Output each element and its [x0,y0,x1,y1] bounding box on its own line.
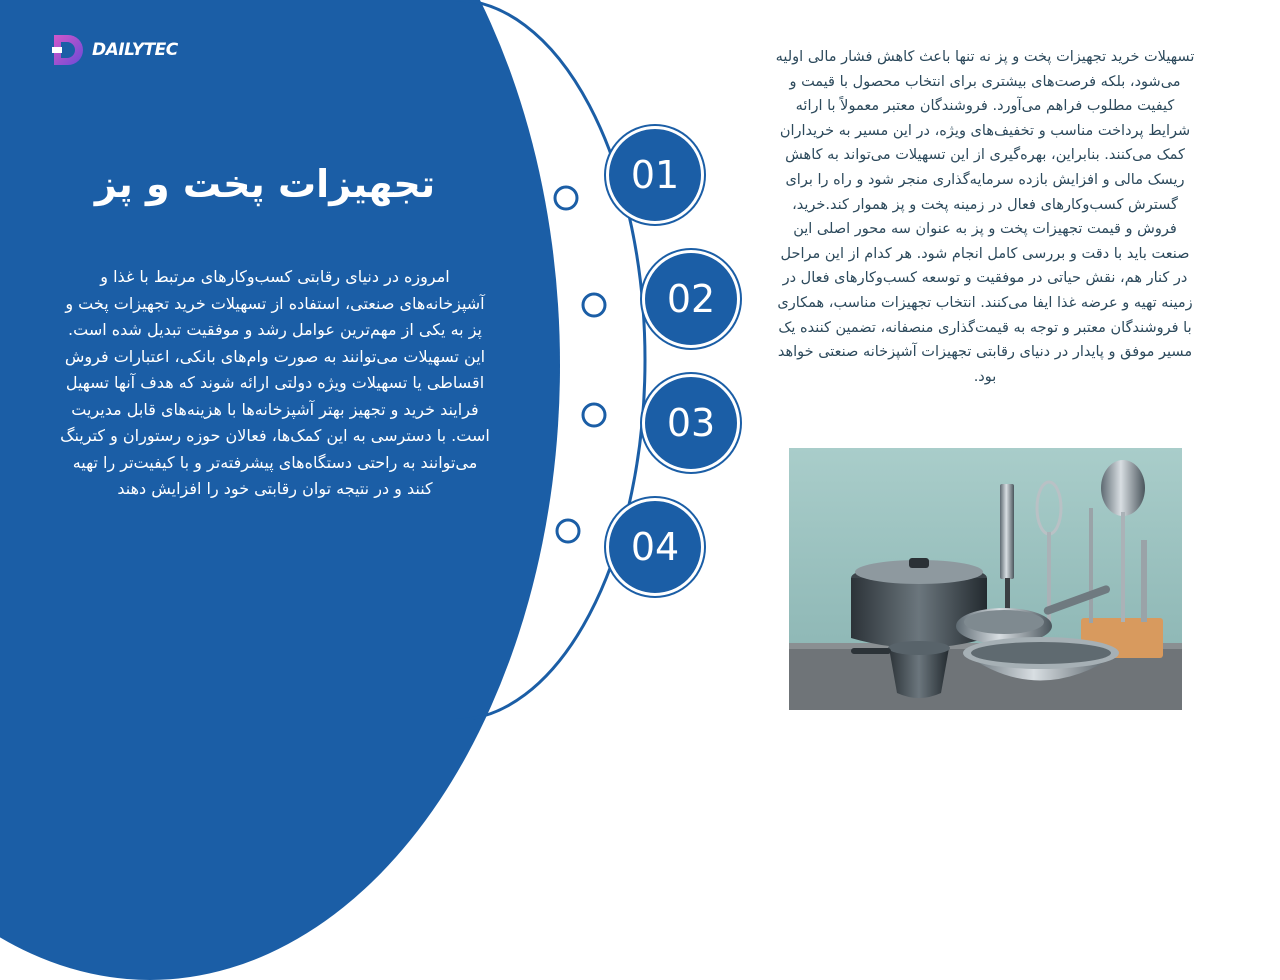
step-number: 01 [630,153,680,197]
step-number: 03 [666,401,716,445]
step-badge-02 [642,250,740,348]
step-number: 04 [630,525,680,569]
step-badge-01 [606,126,704,224]
timeline-dot-1 [555,187,577,209]
logo-text: DAILYTEC [92,40,178,60]
step-number: 02 [666,277,716,321]
step-badge-03 [642,374,740,472]
step-badge-04 [606,498,704,596]
timeline-dot-4 [557,520,579,542]
brand-logo[interactable] [50,31,178,69]
cookware-photo [789,448,1182,710]
intro-paragraph: امروزه در دنیای رقابتی کسب‌وکارهای مرتبط با غذا و آشپزخانه‌های صنعتی، استفاده از تسهیلات خرید تجهیزات پخت و پز به یکی از مهم‌ترین عوامل رشد و موفقیت تبدیل شده است. این تسهیلات می‌توانند به صورت وام‌های بانکی، اعتبارات فروش اقساطی یا تسهیلات ویژه دولتی ارائه شوند که هدف آنها تسهیل فرایند خرید و تجهیز بهتر آشپزخانه‌ها با هزینه‌های قابل مدیریت است. با دسترسی به این کمک‌ها، فعالان حوزه رستوران و کترینگ می‌توانند به راحتی دستگاه‌های پیشرفته‌تر و با کیفیت‌تر را تهیه کنند و در نتیجه توان رقابتی خود را افزایش دهند [60,267,490,498]
logo-mark-icon [50,31,88,69]
detail-paragraph: تسهیلات خرید تجهیزات پخت و پز نه تنها باعث کاهش فشار مالی اولیه می‌شود، بلکه فرصت‌های بیشتری برای انتخاب محصول با قیمت و کیفیت مطلوب فراهم می‌آورد. فروشندگان معتبر معمولاً با ارائه شرایط پرداخت مناسب و تخفیف‌های ویژه، در این مسیر به خریداران کمک می‌کنند. بنابراین، بهره‌گیری از این تسهیلات می‌تواند به کاهش ریسک مالی و افزایش بازده سرمایه‌گذاری منجر شود و راه را برای گسترش کسب‌وکارهای فعال در زمینه پخت و پز هموار کند.خرید، فروش و قیمت تجهیزات پخت و پز به عنوان سه محور اصلی این صنعت باید با دقت و بررسی کامل انجام شود. هر کدام از این مراحل در کنار هم، نقش حیاتی در موفقیت و توسعه کسب‌وکارهای فعال در زمینه تهیه و عرضه غذا ایفا می‌کنند. انتخاب تجهیزات مناسب، همکاری با فروشندگان معتبر و توجه به قیمت‌گذاری منصفانه، تضمین کننده یک مسیر موفق و پایدار در دنیای رقابتی تجهیزات آشپزخانه صنعتی خواهد بود. [775,49,1195,385]
timeline-dot-3 [583,404,605,426]
page-title: تجهیزات پخت و پز [94,162,436,206]
timeline-dot-2 [583,294,605,316]
